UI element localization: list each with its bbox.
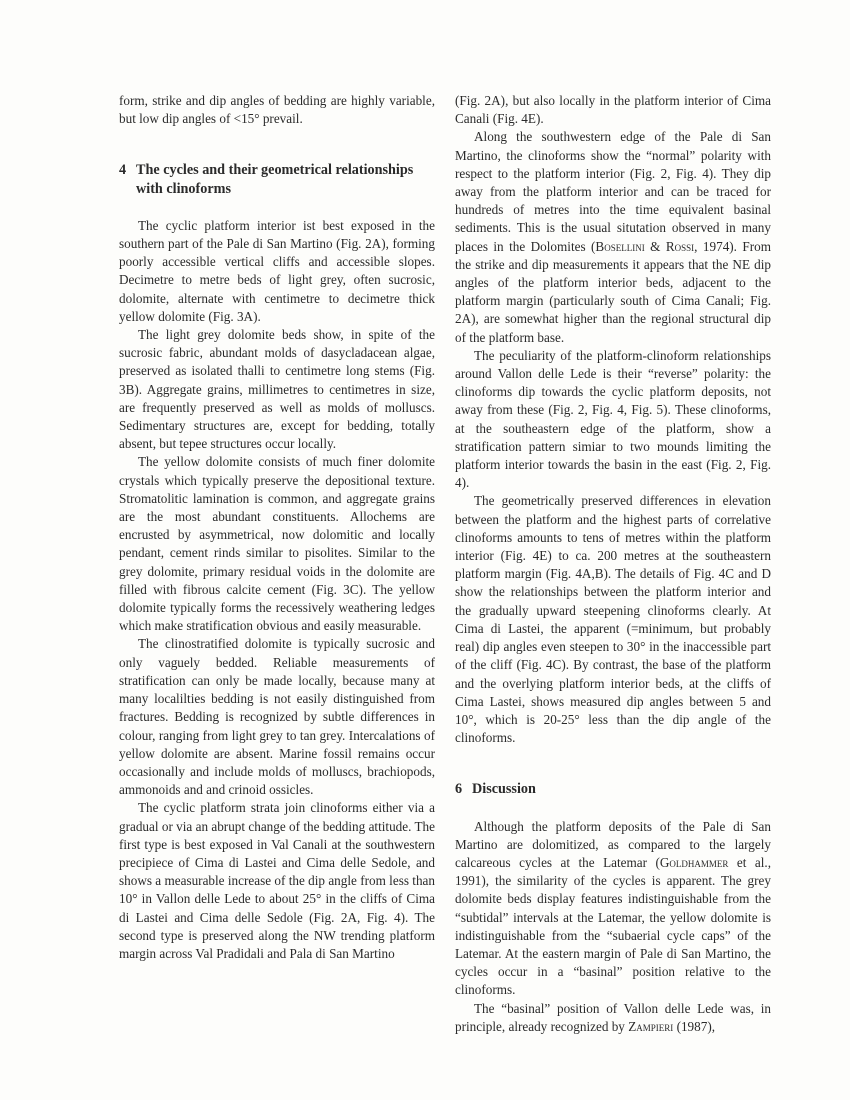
text-run: Along the southwestern edge of the Pale di San Martino, the clinoforms show the “normal” polarity with respect to the platform interior (Fig. 2, Fig. 4). They dip away from the platform interior and can be traced for hundreds of metres into the time equivalent basinal sediments. This is the usual situtation observed in many places in the Dolomites ( — [455, 129, 771, 254]
paragraph: form, strike and dip angles of bedding are highly variable, but low dip angles of <15° prevail. — [119, 93, 435, 127]
paragraph: The cyclic platform strata join clinoforms either via a gradual or via an abrupt change of the bedding attitude. The first type is best exposed in Val Canali at the southwestern precipiece of Cima di Lastei and Cima delle Sedole, and shows a measurable increase of the dip angle from less than 10° in Vallon delle Lede to about 25° in the cliffs of Cima di Lastei and Cima delle Sedole (Fig. 2A, Fig. 4). The second type is preserved along the NW trending platform margin across Val Pradidali and Pala di San Martino — [119, 800, 435, 961]
paragraph: (Fig. 2A), but also locally in the platform interior of Cima Canali (Fig. 4E). — [455, 93, 771, 127]
author-citation: Bosellini — [595, 238, 645, 254]
left-column — [119, 92, 435, 963]
section-title: The cycles and their geometrical relationships with clinoforms — [136, 162, 414, 197]
paragraph: The geometrically preserved differences in elevation between the platform and the highest parts of correlative clinoforms amounts to tens of metres within the platform interior (Fig. 4E) to ca. 200 metres at the southeastern platform margin (Fig. 4A,B). The details of Fig. 4C and D show the relationships between the platform interior and the gradually upward steepening clinoforms clearly. At Cima di Lastei, the apparent (=minimum, but probably real) dip angles even steepen to 30° in the inaccessible part of the cliff (Fig. 4C). By contrast, the base of the platform and the overlying platform interior beds, at the cliffs of Cima Lastei, shows measured dip angles between 5 and 10°, which is 20-25° less than the dip angle of the clinoforms. — [455, 493, 771, 746]
paragraph — [455, 128, 771, 346]
text-run: , 1974). From the strike and dip measurements it appears that the NE dip angles of the platform interior beds, adjacent to the platform margin (particularly south of Cima Canali; Fig. 2A), are somewhat higher than the regional structural dip of the platform base. — [455, 238, 771, 345]
section-number: 6 — [455, 781, 463, 798]
text-run: & — [644, 238, 666, 254]
author-citation: Zampieri — [628, 1018, 674, 1034]
paragraph: The peculiarity of the platform-clinoform relationships around Vallon delle Lede is their “reverse” polarity: the clinoforms dip towards the cyclic platform deposits, not away from these (Fig. 2, Fig. 4, Fig. 5). These clinoforms, at the southeastern edge of the platform, show a stratification pattern simiar to two mounds limiting the platform interior towards the basin in the east (Fig. 2, Fig. 4). — [455, 347, 771, 491]
text-run: et al., 1991), the similarity of the cycles is apparent. The grey dolomite beds display features indistinguishable from the “subtidal” intervals at the Latemar, the yellow dolomite is indistinguishable from the “subaerial cycle caps” of the Latemar. At the eastern margin of Pale di San Martino, the cycles occur in a “basinal” position relative to the clinoforms. — [455, 854, 771, 998]
section-number: 4 — [119, 162, 127, 179]
paragraph: The yellow dolomite consists of much finer dolomite crystals which typically preserve the depositional texture. Stromatolitic lamination is common, and aggregate grains are the most abundant constituents. Allochems are encrusted by asymmetrical, now dolomitic and locally pendant, cement rinds similar to pisolites. Similar to the grey dolomite, primary residual voids in the dolomite are filled with fibrous calcite cement (Fig. 3C). The yellow dolomite typically forms the recessively weathering ledges which make stratification obvious and easily measurable. — [119, 454, 435, 634]
paragraph — [455, 1000, 771, 1036]
section-heading — [455, 780, 771, 798]
text-run: The “basinal” position of Vallon delle Lede was, in principle, already recognized by — [455, 1000, 771, 1034]
section-heading — [119, 161, 435, 197]
right-column — [455, 92, 771, 1036]
paragraph: The clinostratified dolomite is typically sucrosic and only vaguely bedded. Reliable measurements of stratification can only be made locally, because many at many localilties bedding is not easily distinguished from fractures. Bedding is recognized by subtle differences in colour, ranging from light grey to tan grey. Intercalations of yellow dolomite are absent. Marine fossil remains occur occasionally and include molds of molluscs, brachiopods, ammonoids and and crinoid ossicles. — [119, 636, 435, 798]
text-run: Although the platform deposits of the Pale di San Martino are dolomitized, as compared to the largely calcareous cycles at the Latemar ( — [455, 818, 771, 870]
paragraph: The cyclic platform interior ist best exposed in the southern part of the Pale di San Martino (Fig. 2A), forming poorly accessible vertical cliffs and accessible slopes. Decimetre to metre beds of light grey, often sucrosic, dolomite, alternate with centimetre to decimetre thick yellow dolomite (Fig. 3A). — [119, 217, 435, 324]
author-citation: Rossi — [665, 238, 695, 254]
text-run: (1987), — [673, 1018, 716, 1034]
paragraph — [455, 818, 771, 1000]
paragraph: The light grey dolomite beds show, in spite of the sucrosic fabric, abundant molds of dasycladacean algae, preserved as isolated thalli to centimetre long stems (Fig. 3B). Aggregate grains, millimetres to centimetres in size, are frequently preserved as well as molds of molluscs. Sedimentary structures are, except for bedding, totally absent, but tepee structures occur locally. — [119, 327, 435, 452]
author-citation: Goldhammer — [659, 854, 729, 870]
section-title: Discussion — [472, 781, 536, 798]
